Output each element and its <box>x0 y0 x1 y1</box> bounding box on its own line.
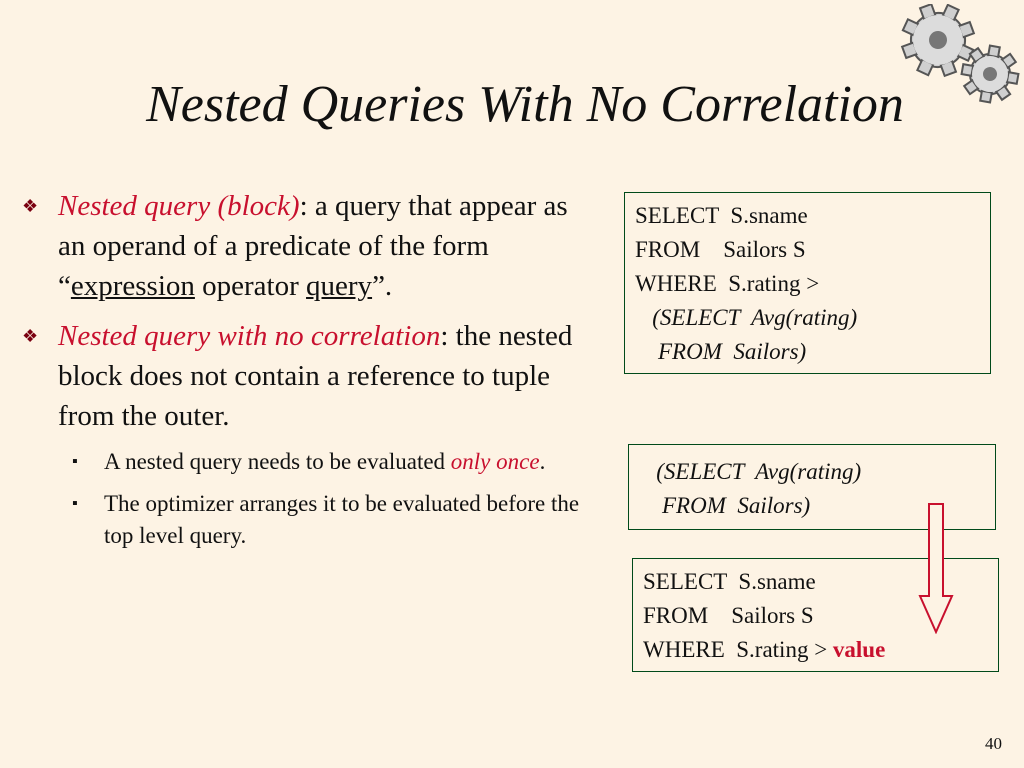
slide-title: Nested Queries With No Correlation <box>146 76 904 133</box>
bullet-no-correlation <box>22 316 602 436</box>
square-bullet-icon: ▪ <box>72 453 78 470</box>
square-bullet-icon: ▪ <box>72 495 78 512</box>
sql-line: FROM Sailors S <box>643 603 814 628</box>
bullet-nested-query <box>22 186 602 306</box>
sql-where-text: WHERE S.rating > <box>643 637 833 662</box>
bullet-text: : the nested block does not contain a reference to tuple from the outer. <box>58 320 573 432</box>
gears-icon <box>886 4 1024 104</box>
bullet-list <box>22 186 602 562</box>
term-nested-query: Nested query (block) <box>58 190 300 222</box>
sql-line: SELECT S.sname <box>635 203 808 228</box>
down-arrow-icon <box>918 502 954 634</box>
sql-line: WHERE S.rating > <box>635 271 820 296</box>
value-word: value <box>832 637 886 662</box>
diamond-bullet-icon: ❖ <box>22 326 39 346</box>
query-box-full <box>624 192 991 374</box>
subbullet-text: The optimizer arranges it to be evaluated before the top level query. <box>104 491 580 548</box>
sql-line: FROM Sailors) <box>635 339 807 364</box>
underlined-expression: expression <box>70 270 195 302</box>
term-no-correlation: Nested query with no correlation <box>58 320 441 352</box>
page-number: 40 <box>985 734 1002 753</box>
sql-line: FROM Sailors) <box>639 493 811 518</box>
subbullet-optimizer <box>22 488 602 552</box>
subbullet-text: . <box>539 449 546 474</box>
sql-line: (SELECT Avg(rating) <box>635 305 858 330</box>
bullet-text: operator <box>194 270 307 302</box>
sql-line <box>643 633 988 667</box>
sql-line: FROM Sailors S <box>635 237 806 262</box>
bullet-text: ”. <box>372 270 393 302</box>
sql-line: SELECT S.sname <box>643 569 816 594</box>
subbullet-evaluated-once <box>22 446 602 478</box>
bullet-text: : a query that appear as an operand of a predicate of the form “ <box>58 190 568 302</box>
diamond-bullet-icon: ❖ <box>22 196 39 216</box>
emphasis-only-once: only once <box>450 449 540 474</box>
underlined-query: query <box>306 270 373 302</box>
subbullet-text: A nested query needs to be evaluated <box>104 449 451 474</box>
sql-line: (SELECT Avg(rating) <box>639 459 862 484</box>
